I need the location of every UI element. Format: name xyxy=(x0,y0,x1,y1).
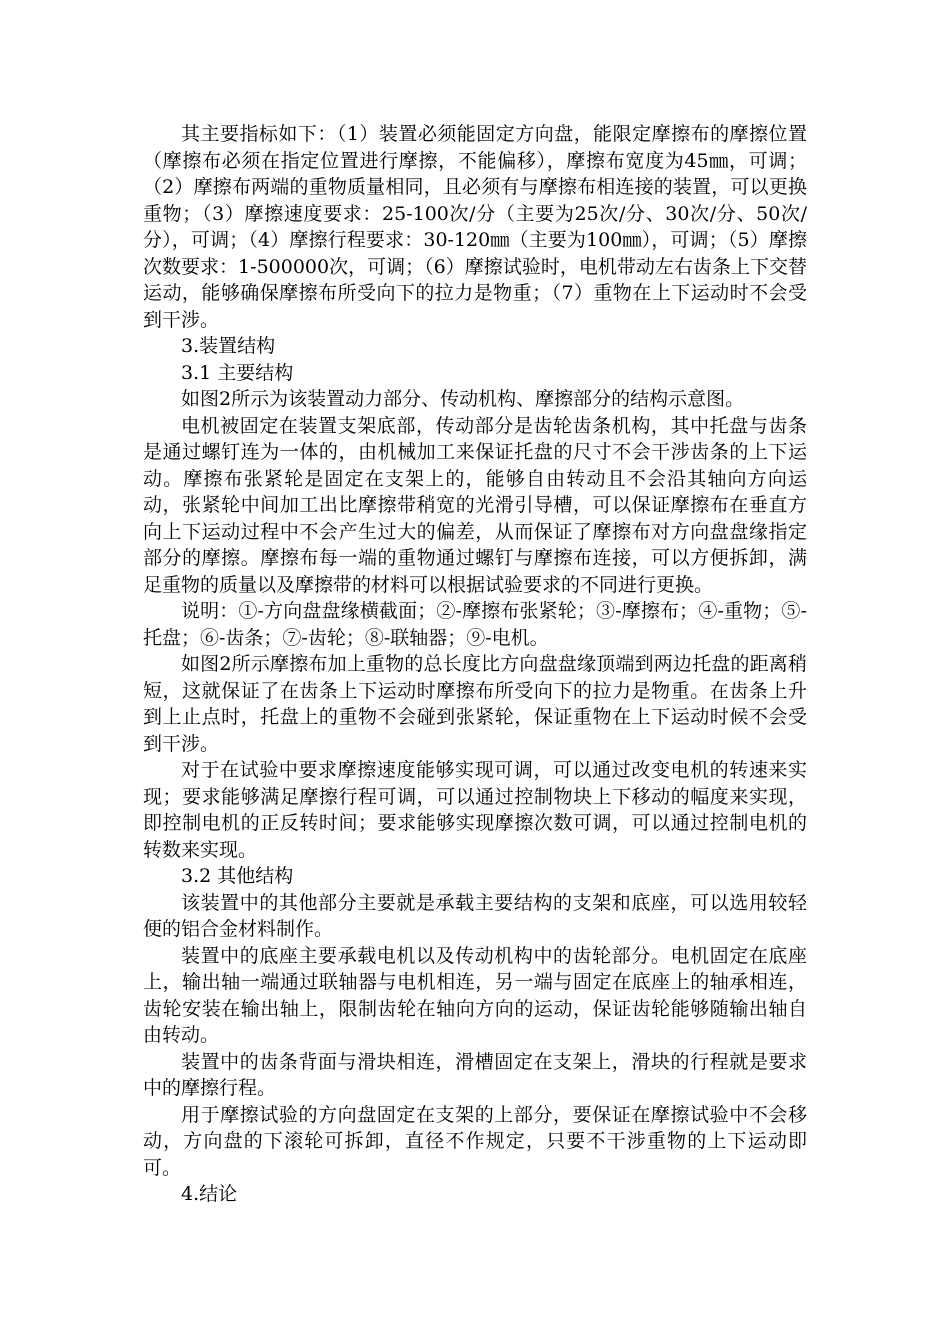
subsection-heading-other-structure: 3.2 其他结构 xyxy=(181,865,294,887)
paragraph-motor-and-transmission: 电机被固定在装置支架底部，传动部分是齿轮齿条机构，其中托盘与齿条是通过螺钉连为一体的，由机械加工来保证托盘的尺寸不会干涉齿条的上下运动。摩擦布张紧轮是固定在支架上的，能够自由转动且不会沿其轴向方向运动，张紧轮中间加工出比摩擦带稍宽的光滑引导槽，可以保证摩擦布在垂直方向上下运动过程中不会产生过大的偏差，从而保证了摩擦布对方向盘盘缘指定部分的摩擦。摩擦布每一端的重物通过螺钉与摩擦布连接，可以方便拆卸，满足重物的质量以及摩擦带的材料可以根据试验要求的不同进行更换。 xyxy=(143,414,807,596)
paragraph-figure-2-intro: 如图2所示为该装置动力部分、传动机构、摩擦部分的结构示意图。 xyxy=(181,388,745,410)
paragraph-steering-wheel-mount: 用于摩擦试验的方向盘固定在支架的上部分，要保证在摩擦试验中不会移动，方向盘的下滚轮可拆卸，直径不作规定，只要不干涉重物的上下运动即可。 xyxy=(143,1103,807,1179)
paragraph-main-indicators: 其主要指标如下：（1）装置必须能固定方向盘，能限定摩擦布的摩擦位置（摩擦布必须在指定位置进行摩擦，不能偏移），摩擦布宽度为45㎜，可调；（2）摩擦布两端的重物质量相同，且必须有与摩擦布相连接的装置，可以更换重物；（3）摩擦速度要求：25-100次/分（主要为25次/分、30次/分、50次/分），可调；（4）摩擦行程要求：30-120㎜（主要为100㎜），可调；（5）摩擦次数要求：1-500000次，可调；（6）摩擦试验时，电机带动左右齿条上下交替运动，能够确保摩擦布所受向下的拉力是物重；（7）重物在上下运动时不会受到干涉。 xyxy=(143,123,807,331)
paragraph-cloth-length: 如图2所示摩擦布加上重物的总长度比方向盘盘缘顶端到两边托盘的距离稍短，这就保证了在齿条上下运动时摩擦布所受向下的拉力是物重。在齿条上升到上止点时，托盘上的重物不会碰到张紧轮，保证重物在上下运动时候不会受到干涉。 xyxy=(143,653,807,755)
subsection-heading-main-structure: 3.1 主要结构 xyxy=(181,361,294,384)
section-heading-device-structure: 3.装置结构 xyxy=(181,335,276,357)
paragraph-base-details: 装置中的底座主要承载电机以及传动机构中的齿轮部分。电机固定在底座上，输出轴一端通过联轴器与电机相连，另一端与固定在底座上的轴承相连，齿轮安装在输出轴上，限制齿轮在轴向方向的运动，保证齿轮能够随输出轴自由转动。 xyxy=(143,944,807,1046)
paragraph-rack-slider: 装置中的齿条背面与滑块相连，滑槽固定在支架上，滑块的行程就是要求中的摩擦行程。 xyxy=(143,1050,807,1099)
paragraph-frame-and-base: 该装置中的其他部分主要就是承载主要结构的支架和底座，可以选用较轻便的铝合金材料制作。 xyxy=(143,891,807,940)
document-body xyxy=(143,121,807,1208)
section-heading-conclusion: 4.结论 xyxy=(181,1183,238,1205)
paragraph-figure-legend: 说明：①-方向盘盘缘横截面；②-摩擦布张紧轮；③-摩擦布；④-重物；⑤-托盘；⑥-齿条；⑦-齿轮；⑧-联轴器；⑨-电机。 xyxy=(143,600,807,649)
paragraph-adjustability: 对于在试验中要求摩擦速度能够实现可调，可以通过改变电机的转速来实现；要求能够满足摩擦行程可调，可以通过控制物块上下移动的幅度来实现，即控制电机的正反转时间；要求能够实现摩擦次数可调，可以通过控制电机的转数来实现。 xyxy=(143,759,807,861)
